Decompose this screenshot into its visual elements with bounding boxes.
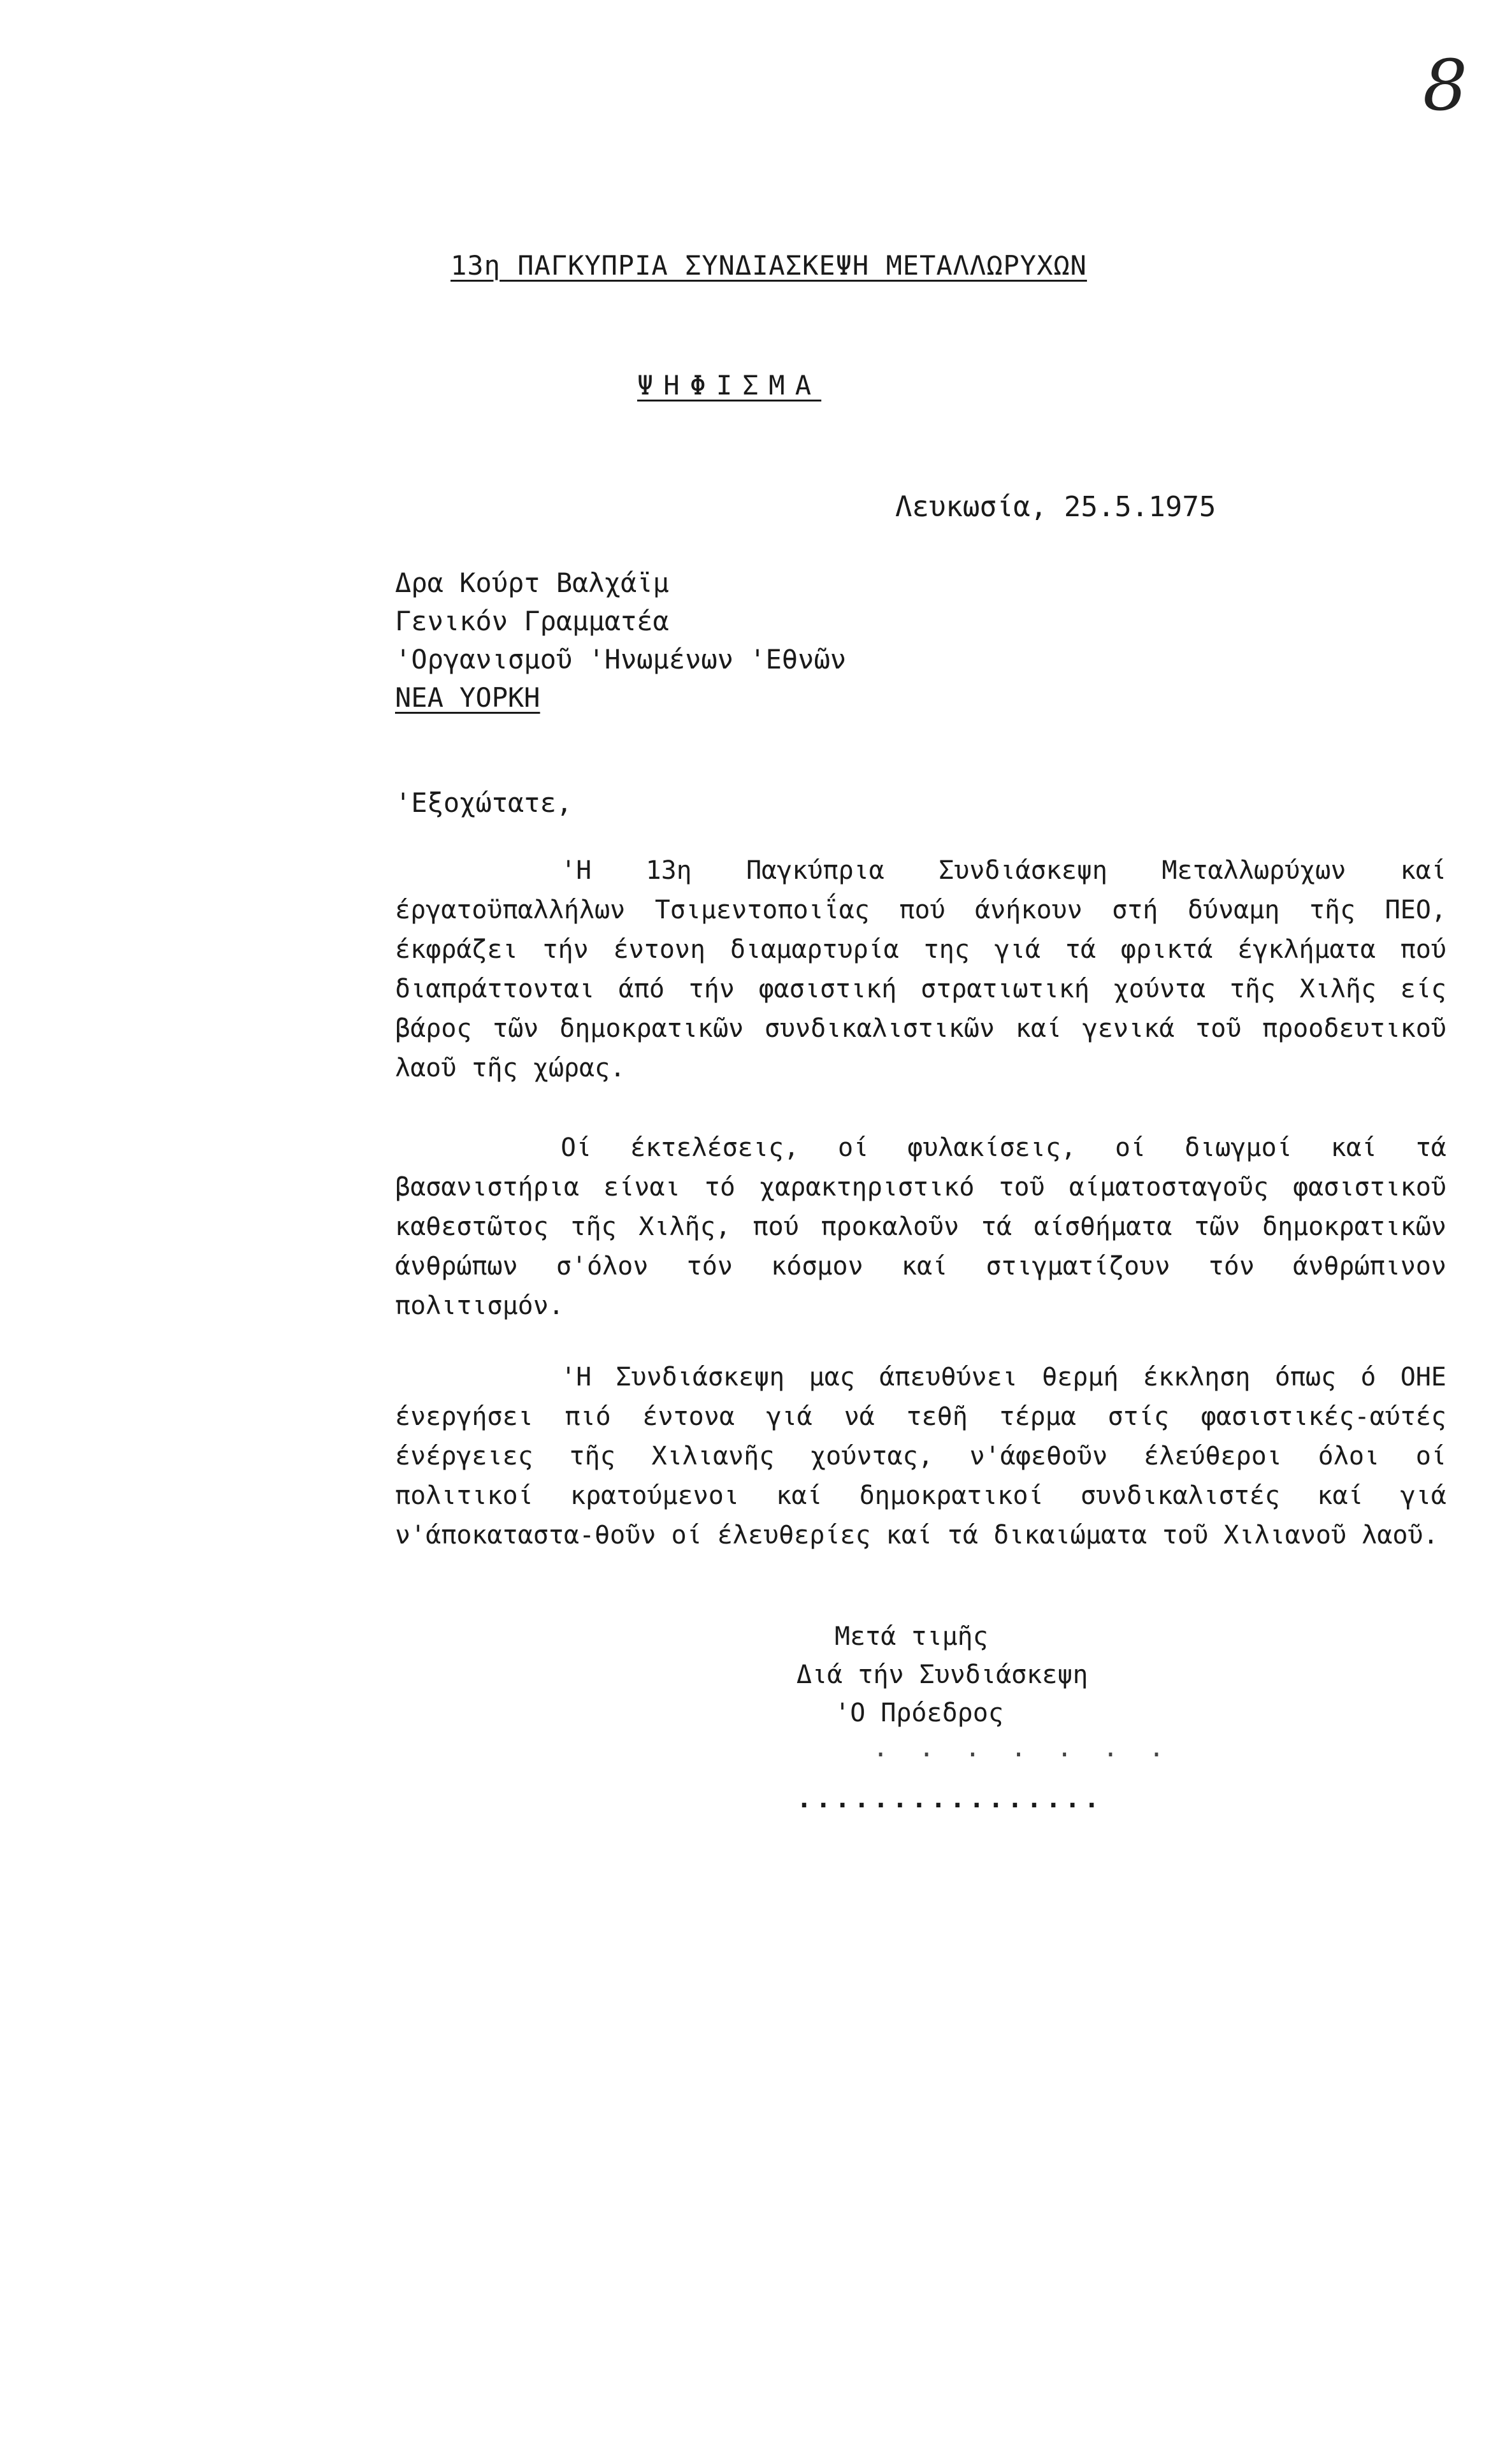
signature-dots: . . . . . . . xyxy=(873,1733,1172,1763)
document-title: ΨΗΦΙΣΜΑ xyxy=(637,370,822,401)
closing-on-behalf: Διά τήν Συνδιάσκεψη xyxy=(796,1660,1088,1689)
body-paragraph-2: Οί έκτελέσεις, οί φυλακίσεις, οί διωγμοί καί τά βασανιστήρια είναι τό χαρακτηριστικό τοῦ αίματοσταγοῦς φασιστικοῦ καθεστῶτος τῆς Χιλῆς, πού προκαλοῦν τά αίσθήματα τῶν δημοκρατικῶν άνθρώπων σ'όλον τόν κόσμον καί στιγματίζουν τόν άνθρώπινον πολιτισμόν. xyxy=(395,1133,1446,1320)
signature-line: ................ xyxy=(796,1784,1104,1814)
recipient-name: Δρα Κούρτ Βαλχάϊμ xyxy=(395,567,669,598)
salutation: 'Εξοχώτατε, xyxy=(395,787,573,818)
recipient-city: ΝΕΑ ΥΟΡΚΗ xyxy=(395,682,540,713)
recipient-position: Γενικόν Γραμματέα xyxy=(395,605,669,637)
closing-regards: Μετά τιμῆς xyxy=(835,1622,988,1651)
page-number: 8 xyxy=(1423,45,1467,126)
date-line: Λευκωσία, 25.5.1975 xyxy=(895,491,1216,523)
conference-heading: 13η ΠΑΓΚΥΠΡΙΑ ΣΥΝΔΙΑΣΚΕΨΗ ΜΕΤΑΛΛΩΡΥΧΩΝ xyxy=(450,250,1087,281)
body-paragraph-1: 'Η 13η Παγκύπρια Συνδιάσκεψη Μεταλλωρύχων καί έργατοϋπαλλήλων Τσιμεντοποιΐας πού άνήκουν στή δύναμη τῆς ΠΕΟ, έκφράζει τήν έντονη διαμαρτυρία της γιά τά φρικτά έγκλήματα πού διαπράττονται άπό τήν φασιστική στρατιωτική χούντα τῆς Χιλῆς είς βάρος τῶν δημοκρατικῶν συνδικαλιστικῶν καί γενικά τοῦ προοδευτικοῦ λαοῦ τῆς χώρας. xyxy=(395,856,1446,1083)
recipient-organization: 'Οργανισμοῦ 'Ηνωμένων 'Εθνῶν xyxy=(395,644,847,675)
closing-president: 'Ο Πρόεδρος xyxy=(835,1698,1004,1728)
body-paragraph-3: 'Η Συνδιάσκεψη μας άπευθύνει θερμή έκκληση όπως ό ΟΗΕ ένεργήσει πιό έντονα γιά νά τεθῆ τέρμα στίς φασιστικές-αύτές ένέργειες τῆς Χιλιανῆς χούντας, ν'άφεθοῦν έλεύθεροι όλοι οί πολιτικοί κρατούμενοι καί δημοκρατικοί συνδικαλιστές καί γιά ν'άποκαταστα-θοῦν οί έλευθερίες καί τά δικαιώματα τοῦ Χιλιανοῦ λαοῦ. xyxy=(395,1363,1446,1550)
